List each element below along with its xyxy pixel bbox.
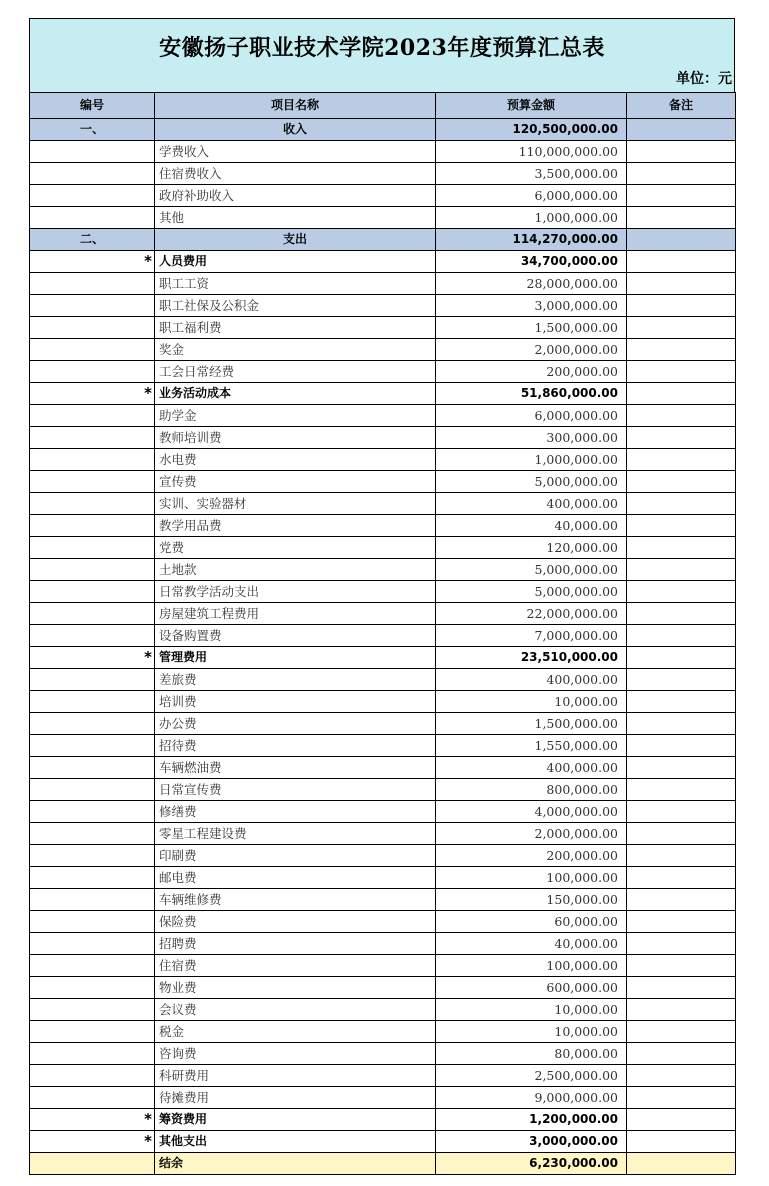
row-item-name: 招聘费 [155,933,436,955]
row-number: * [30,251,155,273]
row-remark [627,977,736,999]
title-banner [29,18,735,92]
row-item-name: 物业费 [155,977,436,999]
table-row [30,955,736,977]
table-row [30,713,736,735]
row-amount: 7,000,000.00 [436,625,627,647]
table-row [30,427,736,449]
row-remark [627,515,736,537]
row-number [30,669,155,691]
row-number [30,845,155,867]
row-amount: 1,000,000.00 [436,449,627,471]
row-number [30,1021,155,1043]
row-amount: 3,500,000.00 [436,163,627,185]
row-item-name: 党费 [155,537,436,559]
row-remark [627,229,736,251]
row-remark [627,603,736,625]
row-number [30,449,155,471]
row-number [30,757,155,779]
table-row [30,1043,736,1065]
row-amount: 400,000.00 [436,757,627,779]
row-number: * [30,1109,155,1131]
row-amount: 150,000.00 [436,889,627,911]
row-number [30,317,155,339]
row-amount: 10,000.00 [436,1021,627,1043]
row-remark [627,405,736,427]
row-number [30,625,155,647]
table-row [30,141,736,163]
row-number [30,911,155,933]
row-amount: 9,000,000.00 [436,1087,627,1109]
row-remark [627,1021,736,1043]
row-amount: 22,000,000.00 [436,603,627,625]
table-row [30,845,736,867]
row-item-name: 收入 [155,119,436,141]
row-item-name: 税金 [155,1021,436,1043]
row-number: 二、 [30,229,155,251]
table-row [30,361,736,383]
row-amount: 5,000,000.00 [436,559,627,581]
table-row [30,559,736,581]
row-item-name: 支出 [155,229,436,251]
row-item-name: 工会日常经费 [155,361,436,383]
row-amount: 1,500,000.00 [436,713,627,735]
table-row [30,933,736,955]
row-item-name: 学费收入 [155,141,436,163]
row-amount: 120,000.00 [436,537,627,559]
row-number [30,207,155,229]
row-number [30,361,155,383]
row-number [30,185,155,207]
row-number: 一、 [30,119,155,141]
row-remark [627,735,736,757]
row-amount: 40,000.00 [436,933,627,955]
row-amount: 100,000.00 [436,955,627,977]
row-amount: 114,270,000.00 [436,229,627,251]
unit-label: 单位：元 [676,71,732,87]
row-remark [627,581,736,603]
row-remark [627,295,736,317]
row-item-name: 实训、实验器材 [155,493,436,515]
row-number: * [30,383,155,405]
page-title: 安徽扬子职业技术学院2023年度预算汇总表 [159,35,605,61]
header-item-name: 项目名称 [155,93,436,119]
row-remark [627,317,736,339]
header-budget-amount: 预算金额 [436,93,627,119]
row-remark [627,823,736,845]
row-item-name: 业务活动成本 [155,383,436,405]
table-row [30,207,736,229]
row-number [30,493,155,515]
row-item-name: 科研费用 [155,1065,436,1087]
row-item-name: 住宿费 [155,955,436,977]
row-item-name: 日常宣传费 [155,779,436,801]
row-amount: 10,000.00 [436,999,627,1021]
row-remark [627,537,736,559]
row-amount: 600,000.00 [436,977,627,999]
table-row [30,119,736,141]
table-row [30,867,736,889]
row-item-name: 结余 [155,1153,436,1175]
row-amount: 40,000.00 [436,515,627,537]
row-item-name: 筹资费用 [155,1109,436,1131]
row-item-name: 设备购置费 [155,625,436,647]
table-row [30,1065,736,1087]
budget-table [29,92,736,1175]
row-item-name: 职工福利费 [155,317,436,339]
table-row [30,515,736,537]
table-row [30,251,736,273]
row-item-name: 车辆燃油费 [155,757,436,779]
row-number [30,889,155,911]
row-number [30,801,155,823]
row-number [30,581,155,603]
row-amount: 200,000.00 [436,361,627,383]
row-number [30,339,155,361]
row-item-name: 培训费 [155,691,436,713]
row-remark [627,1065,736,1087]
row-remark [627,273,736,295]
row-amount: 100,000.00 [436,867,627,889]
row-number [30,955,155,977]
row-amount: 800,000.00 [436,779,627,801]
row-item-name: 会议费 [155,999,436,1021]
table-row [30,185,736,207]
row-number [30,779,155,801]
row-remark [627,889,736,911]
table-row [30,537,736,559]
row-remark [627,339,736,361]
row-item-name: 职工社保及公积金 [155,295,436,317]
row-remark [627,669,736,691]
row-amount: 1,500,000.00 [436,317,627,339]
row-number [30,999,155,1021]
row-remark [627,207,736,229]
table-row [30,823,736,845]
row-number [30,603,155,625]
row-amount: 200,000.00 [436,845,627,867]
row-number [30,141,155,163]
row-remark [627,383,736,405]
table-row [30,1131,736,1153]
row-item-name: 修缮费 [155,801,436,823]
row-amount: 3,000,000.00 [436,1131,627,1153]
row-amount: 400,000.00 [436,493,627,515]
row-amount: 34,700,000.00 [436,251,627,273]
row-item-name: 职工工资 [155,273,436,295]
row-amount: 2,000,000.00 [436,339,627,361]
table-row [30,471,736,493]
row-remark [627,1109,736,1131]
table-row [30,581,736,603]
row-remark [627,119,736,141]
row-amount: 2,000,000.00 [436,823,627,845]
row-item-name: 奖金 [155,339,436,361]
row-amount: 120,500,000.00 [436,119,627,141]
row-amount: 6,000,000.00 [436,185,627,207]
row-item-name: 水电费 [155,449,436,471]
row-amount: 28,000,000.00 [436,273,627,295]
table-row [30,273,736,295]
row-remark [627,493,736,515]
row-item-name: 其他 [155,207,436,229]
table-row [30,889,736,911]
row-amount: 4,000,000.00 [436,801,627,823]
row-remark [627,779,736,801]
row-amount: 5,000,000.00 [436,471,627,493]
row-number [30,823,155,845]
row-item-name: 房屋建筑工程费用 [155,603,436,625]
row-remark [627,691,736,713]
row-number [30,1065,155,1087]
row-item-name: 印刷费 [155,845,436,867]
row-number [30,405,155,427]
table-row [30,163,736,185]
row-item-name: 保险费 [155,911,436,933]
row-number [30,1153,155,1175]
row-remark [627,185,736,207]
table-row [30,295,736,317]
row-item-name: 日常教学活动支出 [155,581,436,603]
row-number [30,163,155,185]
row-item-name: 人员费用 [155,251,436,273]
row-number [30,1043,155,1065]
row-number: * [30,1131,155,1153]
row-item-name: 招待费 [155,735,436,757]
table-row [30,317,736,339]
row-remark [627,867,736,889]
budget-sheet [29,18,735,1175]
row-amount: 110,000,000.00 [436,141,627,163]
row-item-name: 住宿费收入 [155,163,436,185]
row-remark [627,163,736,185]
row-remark [627,647,736,669]
row-remark [627,1131,736,1153]
row-remark [627,471,736,493]
row-number [30,273,155,295]
row-remark [627,911,736,933]
row-number [30,471,155,493]
row-item-name: 咨询费 [155,1043,436,1065]
table-row [30,339,736,361]
table-row [30,625,736,647]
row-remark [627,845,736,867]
row-number [30,537,155,559]
row-item-name: 邮电费 [155,867,436,889]
row-amount: 2,500,000.00 [436,1065,627,1087]
row-number [30,559,155,581]
table-row [30,603,736,625]
row-remark [627,1153,736,1175]
row-remark [627,1087,736,1109]
row-item-name: 宣传费 [155,471,436,493]
row-amount: 1,200,000.00 [436,1109,627,1131]
row-number [30,735,155,757]
row-amount: 6,000,000.00 [436,405,627,427]
row-amount: 80,000.00 [436,1043,627,1065]
table-row [30,999,736,1021]
row-amount: 3,000,000.00 [436,295,627,317]
row-number [30,691,155,713]
table-header-row [30,93,736,119]
row-number [30,933,155,955]
table-row [30,801,736,823]
table-row [30,779,736,801]
table-row [30,383,736,405]
row-remark [627,449,736,471]
row-amount: 60,000.00 [436,911,627,933]
table-row [30,405,736,427]
row-number [30,1087,155,1109]
table-row [30,1153,736,1175]
row-amount: 5,000,000.00 [436,581,627,603]
row-amount: 1,550,000.00 [436,735,627,757]
row-item-name: 政府补助收入 [155,185,436,207]
table-row [30,669,736,691]
row-item-name: 车辆维修费 [155,889,436,911]
row-remark [627,713,736,735]
table-row [30,647,736,669]
row-remark [627,361,736,383]
table-row [30,691,736,713]
row-item-name: 教学用品费 [155,515,436,537]
row-remark [627,999,736,1021]
row-number [30,977,155,999]
row-item-name: 管理费用 [155,647,436,669]
row-amount: 51,860,000.00 [436,383,627,405]
table-row [30,977,736,999]
row-remark [627,933,736,955]
row-remark [627,801,736,823]
table-row [30,1109,736,1131]
row-number [30,515,155,537]
row-remark [627,955,736,977]
table-row [30,1087,736,1109]
row-remark [627,757,736,779]
row-number [30,713,155,735]
row-amount: 10,000.00 [436,691,627,713]
row-number: * [30,647,155,669]
table-row [30,757,736,779]
row-amount: 1,000,000.00 [436,207,627,229]
row-item-name: 办公费 [155,713,436,735]
row-amount: 23,510,000.00 [436,647,627,669]
row-amount: 400,000.00 [436,669,627,691]
table-row [30,449,736,471]
row-remark [627,559,736,581]
header-number: 编号 [30,93,155,119]
table-row [30,735,736,757]
row-item-name: 差旅费 [155,669,436,691]
row-amount: 300,000.00 [436,427,627,449]
row-item-name: 教师培训费 [155,427,436,449]
table-row [30,911,736,933]
row-remark [627,251,736,273]
row-item-name: 其他支出 [155,1131,436,1153]
row-amount: 6,230,000.00 [436,1153,627,1175]
row-item-name: 土地款 [155,559,436,581]
row-item-name: 零星工程建设费 [155,823,436,845]
table-row [30,493,736,515]
row-item-name: 助学金 [155,405,436,427]
row-number [30,295,155,317]
row-remark [627,427,736,449]
row-item-name: 待摊费用 [155,1087,436,1109]
table-row [30,1021,736,1043]
table-row [30,229,736,251]
row-remark [627,141,736,163]
header-remarks: 备注 [627,93,736,119]
row-remark [627,1043,736,1065]
row-number [30,867,155,889]
row-number [30,427,155,449]
row-remark [627,625,736,647]
